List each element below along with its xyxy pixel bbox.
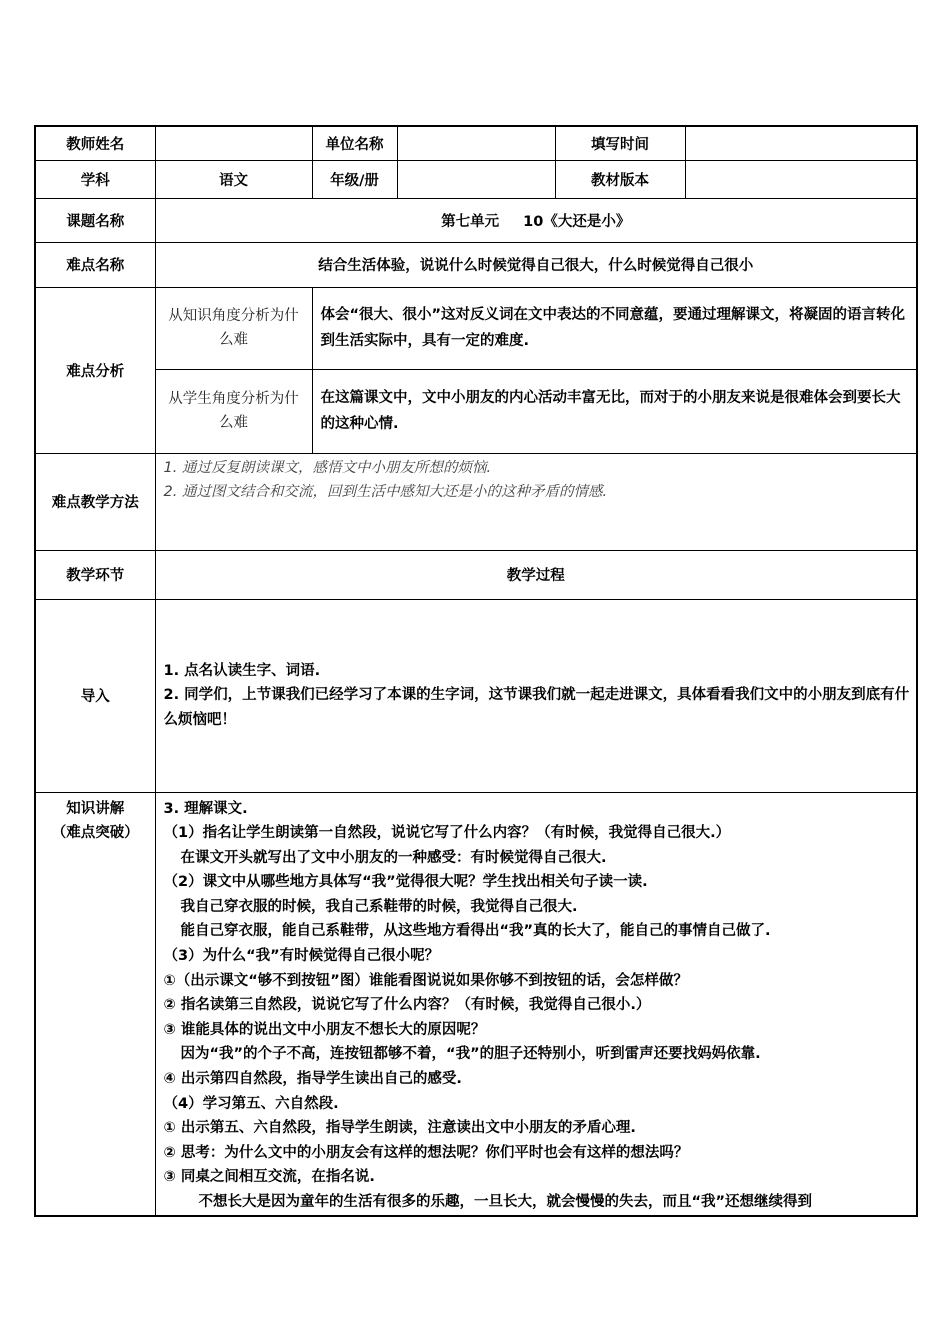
topic-value	[155, 198, 917, 242]
knowledge-line: 不想长大是因为童年的生活有很多的乐趣，一旦长大，就会慢慢的失去，而且“我”还想继续得到	[198, 1194, 813, 1210]
method-list	[155, 453, 917, 550]
knowledge-line: 我自己穿衣服的时候，我自己系鞋带的时候，我觉得自己很大.	[180, 898, 578, 915]
knowledge-line: （1）指名让学生朗读第一自然段，说说它写了什么内容？（有时候，我觉得自己很大.）	[163, 825, 731, 842]
knowledge-line: 能自己穿衣服，能自己系鞋带，从这些地方看得出“我”真的长大了，能自己的事情自己做了.	[180, 923, 771, 940]
lesson-plan-table	[34, 125, 918, 1217]
header-row-1	[35, 126, 917, 160]
knowledge-line: ② 指名读第三自然段，说说它写了什么内容？（有时候，我觉得自己很小.）	[163, 997, 651, 1014]
knowledge-line: 3. 理解课文.	[163, 800, 248, 817]
knowledge-line: ④ 出示第四自然段，指导学生读出自己的感受.	[163, 1071, 462, 1088]
knowledge-line: ② 思考：为什么文中的小朋友会有这样的想法呢？你们平时也会有这样的想法吗？	[163, 1144, 689, 1161]
difficulty-value: 结合生活体验，说说什么时候觉得自己很大，什么时候觉得自己很小	[155, 242, 917, 287]
process-header: 教学过程	[155, 550, 917, 599]
header-row-2	[35, 160, 917, 198]
teacher-name-label: 教师姓名	[35, 126, 155, 160]
intro-line: 1. 点名认读生字、词语.	[163, 662, 321, 679]
subject-label: 学科	[35, 160, 155, 198]
topic-row	[35, 198, 917, 242]
knowledge-line: ③ 同桌之间相互交流，在指名说.	[163, 1169, 375, 1186]
knowledge-line: （2）课文中从哪些地方具体写“我”觉得很大呢？学生找出相关句子读一读.	[163, 874, 648, 891]
knowledge-content	[155, 792, 917, 1216]
difficulty-row	[35, 242, 917, 287]
analysis-row-knowledge	[35, 287, 917, 369]
knowledge-line: ③ 谁能具体的说出文中小朋友不想长大的原因呢？	[163, 1021, 486, 1038]
method-row	[35, 453, 917, 550]
knowledge-label	[35, 792, 155, 1216]
analysis-label: 难点分析	[35, 287, 155, 453]
edition-value[interactable]	[685, 160, 917, 198]
unit-name-value[interactable]	[397, 126, 555, 160]
student-angle-label: 从学生角度分析为什么难	[155, 369, 312, 453]
topic-label: 课题名称	[35, 198, 155, 242]
knowledge-line: （3）为什么“我”有时候觉得自己很小呢？	[163, 948, 440, 965]
teacher-name-value[interactable]	[155, 126, 312, 160]
knowledge-line: ①（出示课文“够不到按钮”图）谁能看图说说如果你够不到按钮的话，会怎样做？	[163, 972, 688, 989]
knowledge-angle-label: 从知识角度分析为什么难	[155, 287, 312, 369]
stage-header: 教学环节	[35, 550, 155, 599]
knowledge-line: （4）学习第五、六自然段.	[163, 1095, 339, 1112]
knowledge-line: 因为“我”的个子不高，连按钮都够不着，“我”的胆子还特别小，听到雷声还要找妈妈依靠.	[180, 1046, 761, 1063]
intro-label: 导入	[35, 599, 155, 792]
knowledge-label-line: （难点突破）	[51, 824, 139, 841]
fill-date-label: 填写时间	[555, 126, 685, 160]
subject-value: 语文	[155, 160, 312, 198]
topic-lesson: 10《大还是小》	[523, 213, 631, 230]
topic-unit: 第七单元	[441, 213, 500, 230]
fill-date-value[interactable]	[685, 126, 917, 160]
intro-content	[155, 599, 917, 792]
method-item: 2. 通过图文结合和交流，回到生活中感知大还是小的这种矛盾的情感.	[163, 483, 608, 500]
process-header-row	[35, 550, 917, 599]
grade-value[interactable]	[397, 160, 555, 198]
student-angle-value: 在这篇课文中，文中小朋友的内心活动丰富无比，而对于的小朋友来说是很难体会到要长大的这种心情.	[312, 369, 917, 453]
knowledge-line: ① 出示第五、六自然段，指导学生朗读，注意读出文中小朋友的矛盾心理.	[163, 1120, 636, 1137]
method-label: 难点教学方法	[35, 453, 155, 550]
difficulty-label: 难点名称	[35, 242, 155, 287]
intro-row	[35, 599, 917, 792]
edition-label: 教材版本	[555, 160, 685, 198]
knowledge-label-line: 知识讲解	[66, 800, 125, 817]
knowledge-line: 在课文开头就写出了文中小朋友的一种感受：有时候觉得自己很大.	[180, 849, 607, 866]
knowledge-row	[35, 792, 917, 1216]
grade-label: 年级/册	[312, 160, 397, 198]
method-item: 1. 通过反复朗读课文，感悟文中小朋友所想的烦恼.	[163, 459, 492, 476]
unit-name-label: 单位名称	[312, 126, 397, 160]
analysis-row-student	[35, 369, 917, 453]
intro-line: 2. 同学们，上节课我们已经学习了本课的生字词，这节课我们就一起走进课文，具体看看我们文中的小朋友到底有什么烦恼吧！	[163, 687, 910, 728]
knowledge-angle-value: 体会“很大、很小”这对反义词在文中表达的不同意蕴，要通过理解课文，将凝固的语言转化到生活实际中，具有一定的难度.	[312, 287, 917, 369]
